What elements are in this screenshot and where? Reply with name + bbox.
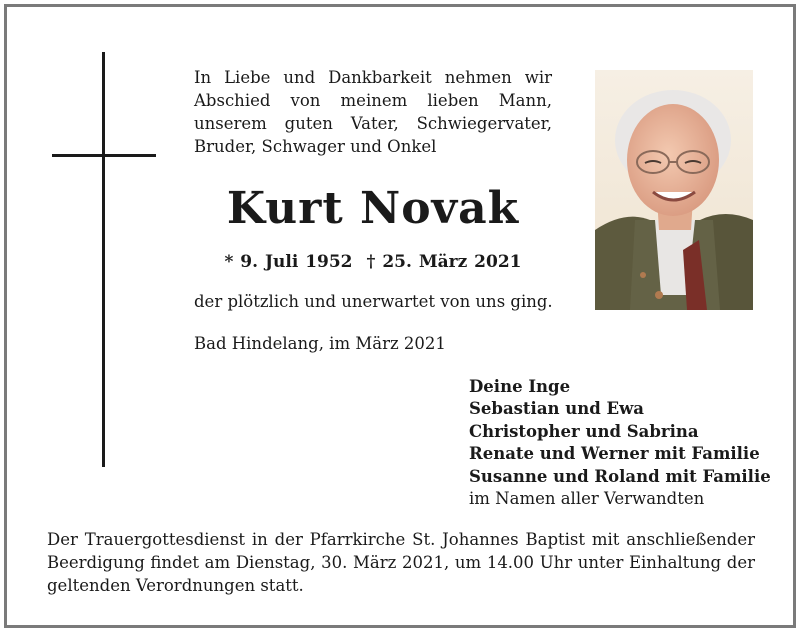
service-line: Beerdigung findet am Dienstag, 30. März 2021, um 14.00 Uhr unter Einhaltung der <box>47 553 755 572</box>
place-date: Bad Hindelang, im März 2021 <box>194 334 446 353</box>
service-line: geltenden Verordnungen statt. <box>47 576 304 595</box>
intro-line: Abschied von meinem lieben Mann, <box>194 91 552 110</box>
intro-line: unserem guten Vater, Schwiegervater, <box>194 114 552 133</box>
family-closing: im Namen aller Verwandten <box>469 489 705 509</box>
portrait-photo <box>595 70 753 310</box>
family-signatures <box>469 376 771 510</box>
funeral-service-info <box>47 528 755 597</box>
family-member: Deine Inge <box>469 377 571 396</box>
family-member: Susanne und Roland mit Familie <box>469 466 771 486</box>
cross-vertical-bar <box>102 52 105 467</box>
intro-line: Bruder, Schwager und Onkel <box>194 137 437 156</box>
family-member: Renate und Werner mit Familie <box>469 444 760 464</box>
family-member: Christopher und Sabrina <box>469 421 699 441</box>
birth-date: * 9. Juli 1952 <box>224 252 353 272</box>
death-date: † 25. März 2021 <box>366 252 522 272</box>
life-dates <box>194 252 552 272</box>
intro-line: In Liebe und Dankbarkeit nehmen wir <box>194 68 552 87</box>
intro-text <box>194 66 552 158</box>
deceased-name: Kurt Novak <box>226 183 520 234</box>
cross-horizontal-bar <box>52 154 156 157</box>
family-member: Sebastian und Ewa <box>469 399 644 419</box>
passed-away-text: der plötzlich und unerwartet von uns ging. <box>194 292 553 311</box>
service-line: Der Trauergottesdienst in der Pfarrkirche St. Johannes Baptist mit anschließender <box>47 530 755 549</box>
